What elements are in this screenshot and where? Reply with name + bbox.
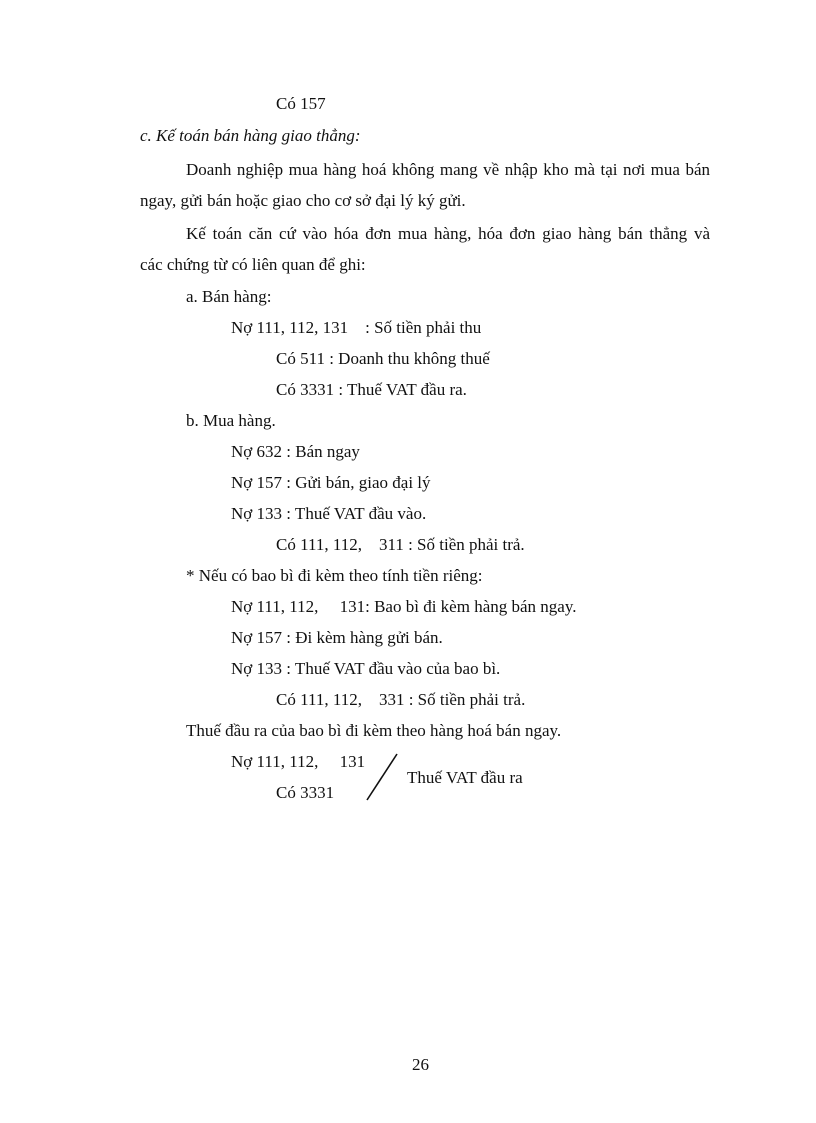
- credit-entry: Có 3331 : Thuế VAT đầu ra.: [276, 380, 467, 399]
- credit-entry: Có 111, 112, 311 : Số tiền phải trả.: [276, 535, 525, 554]
- text-line: Có 157: [276, 94, 326, 113]
- credit-entry: Có 511 : Doanh thu không thuế: [276, 349, 490, 368]
- debit-entry: Nợ 133 : Thuế VAT đầu vào.: [231, 504, 427, 523]
- page-number: 26: [412, 1055, 429, 1074]
- subsection-label: a. Bán hàng:: [186, 287, 272, 306]
- paragraph-line: Doanh nghiệp mua hàng hoá không mang về nhập kho mà tại nơi mua bán: [186, 160, 710, 179]
- slash-divider: [363, 752, 403, 802]
- paragraph-line: Kế toán căn cứ vào hóa đơn mua hàng, hóa đơn giao hàng bán thẳng và: [186, 224, 710, 243]
- credit-entry: Có 111, 112, 331 : Số tiền phải trả.: [276, 690, 526, 709]
- paragraph-line: Thuế đầu ra của bao bì đi kèm theo hàng hoá bán ngay.: [186, 721, 562, 740]
- debit-entry: Nợ 111, 112, 131 : Số tiền phải thu: [231, 318, 482, 337]
- paragraph-line: các chứng từ có liên quan để ghi:: [140, 255, 366, 274]
- debit-entry: Nợ 111, 112, 131: Bao bì đi kèm hàng bán ngay.: [231, 597, 577, 616]
- debit-entry: Nợ 632 : Bán ngay: [231, 442, 360, 461]
- paragraph-line: ngay, gửi bán hoặc giao cho cơ sở đại lý ký gửi.: [140, 191, 466, 210]
- note-line: * Nếu có bao bì đi kèm theo tính tiền riêng:: [186, 566, 483, 585]
- credit-entry: Có 3331: [276, 783, 335, 802]
- section-heading: c. Kế toán bán hàng giao thẳng:: [140, 126, 361, 145]
- debit-entry: Nợ 111, 112, 131: [231, 752, 366, 771]
- debit-entry: Nợ 157 : Đi kèm hàng gửi bán.: [231, 628, 443, 647]
- bracket-label: Thuế VAT đầu ra: [407, 768, 523, 787]
- subsection-label: b. Mua hàng.: [186, 411, 276, 430]
- debit-entry: Nợ 133 : Thuế VAT đầu vào của bao bì.: [231, 659, 501, 678]
- debit-entry: Nợ 157 : Gửi bán, giao đại lý: [231, 473, 431, 492]
